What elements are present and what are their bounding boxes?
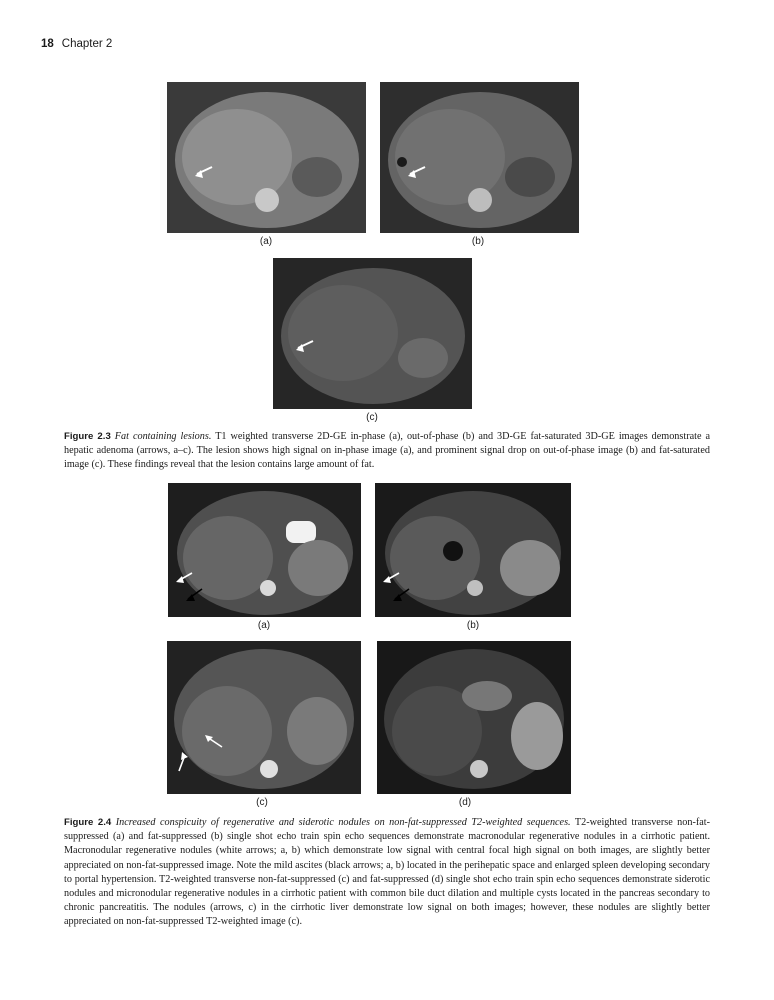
mri-image	[377, 641, 571, 794]
figure-2-4-label-b: (b)	[466, 620, 480, 631]
caption-label: Figure 2.3	[64, 431, 111, 442]
figure-2-3-label-c: (c)	[366, 412, 378, 423]
figure-2-4-label-d: (d)	[458, 797, 472, 808]
mri-image	[167, 641, 361, 794]
caption-title: Fat containing lesions.	[114, 431, 212, 442]
figure-2-3-caption	[64, 430, 710, 473]
mri-image	[167, 82, 366, 233]
mri-image	[273, 258, 472, 409]
mri-image	[380, 82, 579, 233]
page-number: 18	[41, 38, 54, 50]
figure-2-4-panel-c	[167, 641, 361, 794]
figure-2-4-label-a: (a)	[257, 620, 271, 631]
figure-2-3-label-b: (b)	[471, 236, 485, 247]
figure-2-4-label-c: (c)	[256, 797, 268, 808]
chapter-title: Chapter 2	[61, 38, 113, 50]
caption-title: Increased conspicuity of regenerative and siderotic nodules on non-fat-suppressed T2-weighted sequences.	[115, 817, 571, 828]
figure-2-3-label-a: (a)	[259, 236, 273, 247]
mri-image	[168, 483, 361, 617]
figure-2-3-panel-a	[167, 82, 366, 233]
caption-text: T1 weighted transverse 2D-GE in-phase (a), out-of-phase (b) and 3D-GE fat-saturated 3D-GE images demonstrate a hepatic adenoma (arrows, a–c). The lesion shows high signal on in-phase image (a), and prominent signal drop on out-of-phase image (b) and fat-saturated image (c). These findings reveal that the lesion contains large amount of fat.	[64, 431, 710, 471]
caption-text: T2-weighted transverse non-fat-suppressed (a) and fat-suppressed (b) single shot echo train spin echo sequences demonstrate macronodular regenerative nodules in a cirrhotic patient. Macronodular regenerative nodules (white arrows; a, b) which demonstrate low signal with central focal high signal on both images, are slightly better appreciated on non-fat-suppressed image. Note the mild ascites (black arrows; a, b) located in the perihepatic space and enlarged spleen developing secondary to portal hypertension. T2-weighted transverse non-fat-suppressed (c) and fat-suppressed (d) single shot echo train spin echo sequences demonstrate siderotic nodules and micronodular regenerative nodules in a cirrhotic patient with common bile duct dilation and multiple cysts located in the pancreas secondary to chronic pancreatitis. The nodules (arrows, c) in the cirrhotic liver demonstrate low signal on both images; however, these nodules are slightly better appreciated on non-fat-suppressed T2-weighted image (c).	[64, 817, 710, 928]
page-header	[41, 38, 112, 50]
figure-2-3-panel-b	[380, 82, 579, 233]
caption-label: Figure 2.4	[64, 817, 112, 828]
figure-2-3-panel-c	[273, 258, 472, 409]
mri-image	[375, 483, 571, 617]
figure-2-4-panel-b	[375, 483, 571, 617]
figure-2-4-panel-a	[168, 483, 361, 617]
figure-2-4-panel-d	[377, 641, 571, 794]
figure-2-4-caption	[64, 816, 710, 930]
